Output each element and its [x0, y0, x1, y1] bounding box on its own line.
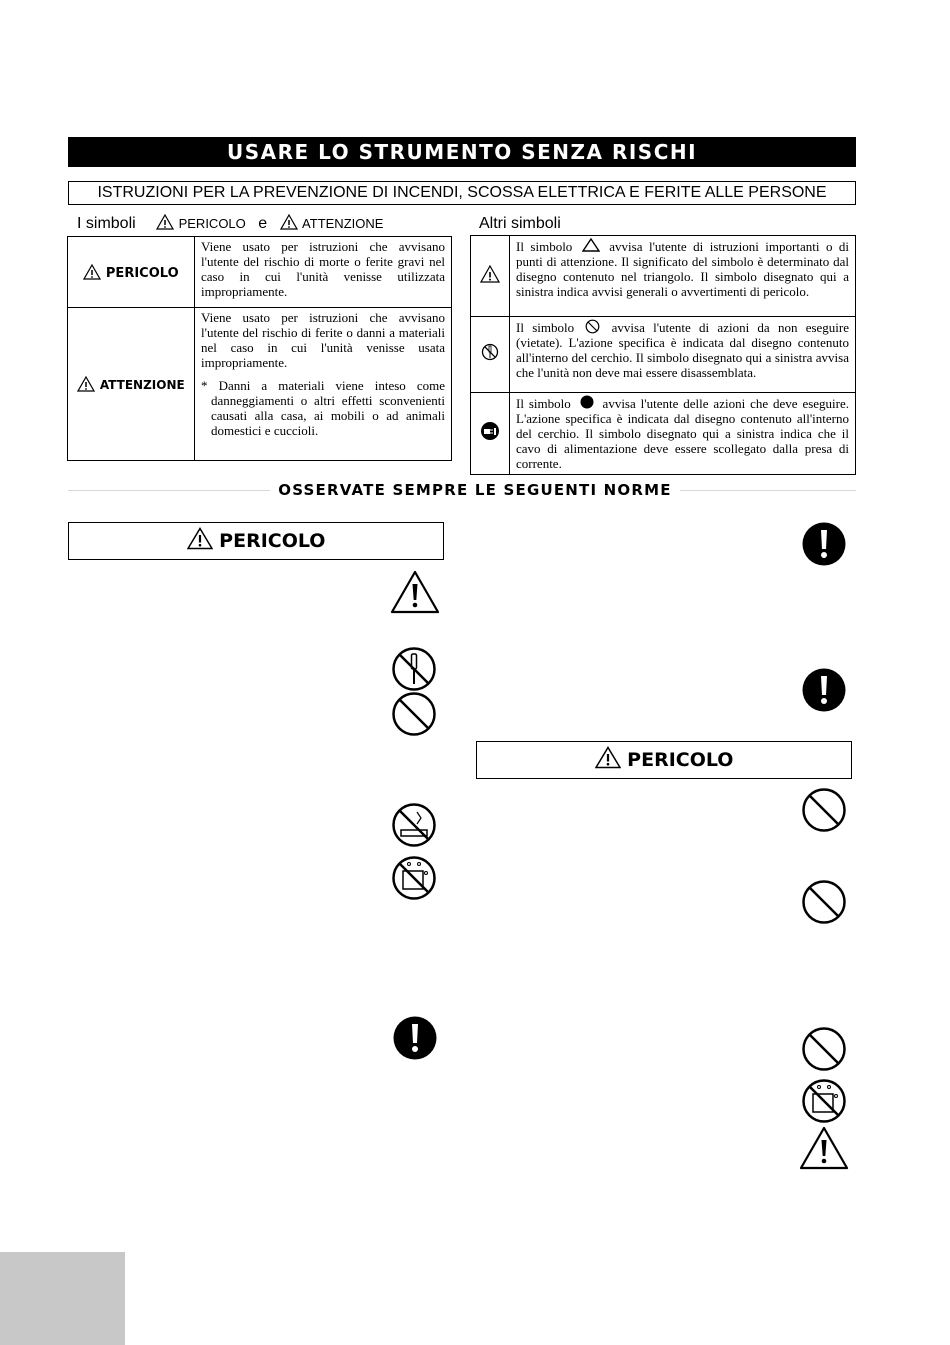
page-corner-tab: [0, 1252, 125, 1345]
row-text-post: avvisa l'utente di istruzioni importanti o di punti di attenzione. Il significato del simbolo è determinato dal disegno contenuto nel triangolo. Il simbolo disegnato qui a sinistra indica avvisi generali o avvertimenti di pericolo.: [516, 239, 850, 299]
prohibited-icon: [801, 879, 847, 925]
warning-icon: [582, 238, 600, 252]
no-liquids-icon: [391, 855, 437, 901]
pericolo-cell: [68, 237, 195, 308]
pericolo-box-label: PERICOLO: [219, 530, 326, 552]
pericolo-box-left: [68, 522, 444, 560]
observe-heading: OSSERVATE SEMPRE LE SEGUENTI NORME: [0, 480, 950, 500]
prohibited-icon: [391, 691, 437, 737]
row-description: [510, 236, 856, 317]
page-title-banner: USARE LO STRUMENTO SENZA RISCHI: [68, 137, 856, 167]
row-text-pre: Il simbolo: [516, 320, 575, 335]
icon-cell: [471, 236, 510, 317]
safety-subheading: ISTRUZIONI PER LA PREVENZIONE DI INCENDI, SCOSSA ELETTRICA E FERITE ALLE PERSONE: [68, 181, 856, 205]
row-label: PERICOLO: [105, 265, 179, 281]
symbols-table-left: [67, 236, 452, 461]
table-row: [471, 317, 856, 393]
warning-icon: [390, 570, 440, 614]
no-water-icon: [391, 802, 437, 848]
no-disassemble-icon: [391, 646, 437, 692]
row-description: Viene usato per istruzioni che avvisano l'utente del rischio di morte o ferite gravi nel caso in cui l'unità venisse utilizzata impropriamente.: [195, 237, 452, 308]
row-label: ATTENZIONE: [99, 377, 185, 392]
table-row: [68, 308, 452, 461]
icon-cell: [471, 393, 510, 475]
icon-cell: [471, 317, 510, 393]
table-row: [68, 237, 452, 308]
symbols-heading-text: I simboli: [77, 215, 136, 232]
no-disassemble-icon: [481, 343, 499, 361]
prohibited-icon: [801, 787, 847, 833]
warning-icon: [187, 527, 213, 550]
mandatory-icon: [580, 395, 594, 409]
row-description: [510, 393, 856, 475]
warning-icon: [156, 214, 174, 230]
table-row: [471, 393, 856, 475]
attenzione-label: ATTENZIONE: [302, 216, 384, 231]
mandatory-icon: [802, 522, 846, 566]
warning-icon: [799, 1126, 849, 1170]
row-note: * Danni a materiali viene inteso come danneggiamenti o altri effetti sconvenienti causati alla casa, ai mobili o ad animali domestici e cuccioli.: [201, 378, 445, 438]
prohibited-icon: [801, 1026, 847, 1072]
symbols-heading-right: Altri simboli: [479, 215, 561, 232]
no-liquids-icon: [801, 1078, 847, 1124]
pericolo-label: PERICOLO: [178, 216, 246, 231]
row-text-post: avvisa l'utente delle azioni che deve eseguire. L'azione specifica è indicata dal disegno contenuto all'interno del cerchio. Il simbolo disegnato qui a sinistra indica che il cavo di alimentazione deve essere scollegato dalla presa di corrente.: [516, 396, 850, 471]
warning-icon: [480, 265, 500, 283]
pericolo-box-right: [476, 741, 852, 779]
attenzione-cell: [68, 308, 195, 461]
and-text: e: [258, 215, 268, 232]
row-description: [195, 308, 452, 461]
row-text: Viene usato per istruzioni che avvisano l'utente del rischio di ferite o danni a materiali nel caso in cui l'unità venisse usata impropriamente.: [201, 310, 445, 370]
warning-icon: [83, 264, 101, 280]
symbols-heading-left: [77, 214, 383, 234]
row-description: [510, 317, 856, 393]
row-text-post: avvisa l'utente di azioni da non eseguire (vietate). L'azione specifica è indicata dal disegno contenuto all'interno del cerchio. Il simbolo disegnato qui a sinistra avvisa che l'unità non deve mai essere disassemblata.: [516, 320, 850, 380]
warning-icon: [280, 214, 298, 230]
pericolo-box-label: PERICOLO: [627, 749, 734, 771]
row-text-pre: Il simbolo: [516, 396, 571, 411]
warning-icon: [595, 746, 621, 769]
warning-icon: [77, 376, 95, 392]
row-text-pre: Il simbolo: [516, 239, 573, 254]
unplug-icon: [480, 421, 500, 441]
prohibited-icon: [585, 319, 600, 334]
mandatory-icon: [393, 1016, 437, 1060]
symbols-table-right: [470, 235, 856, 475]
mandatory-icon: [802, 668, 846, 712]
table-row: [471, 236, 856, 317]
